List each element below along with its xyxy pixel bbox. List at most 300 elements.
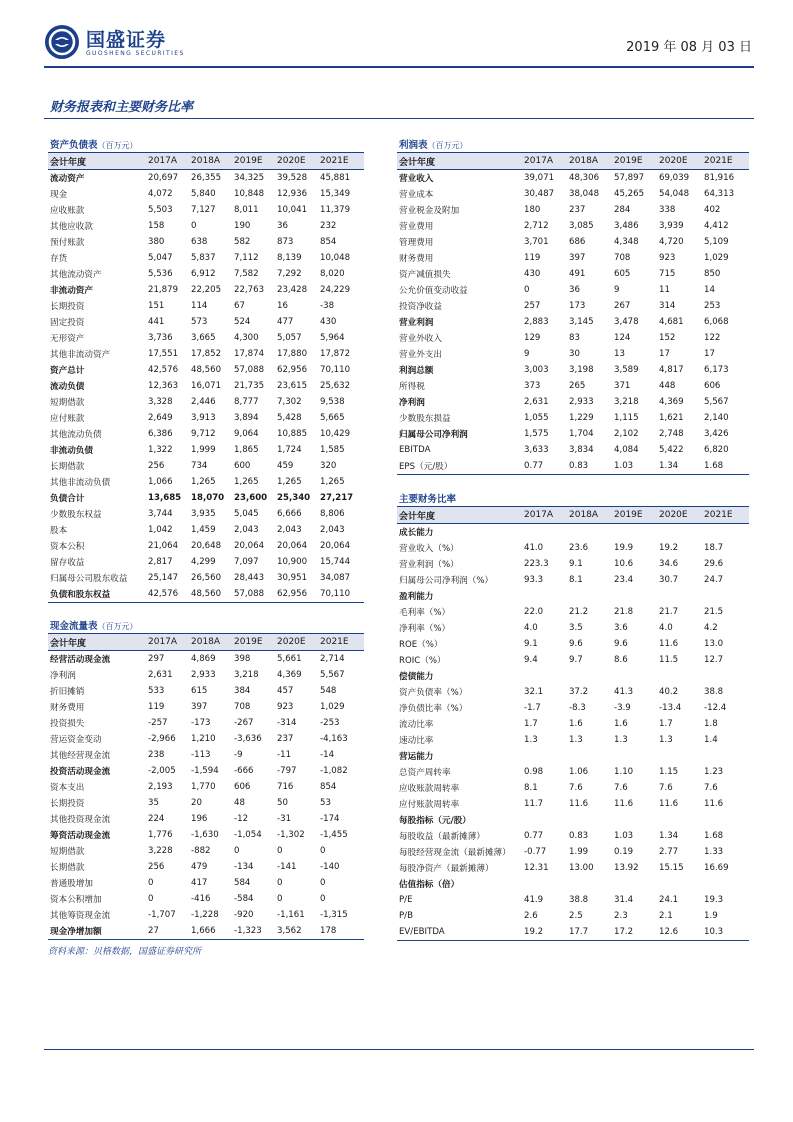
- row-value: 3,218: [234, 670, 259, 680]
- row-value: 708: [234, 702, 251, 712]
- row-value: 237: [569, 205, 586, 215]
- row-value: 3,426: [704, 429, 729, 439]
- row-value: 548: [320, 686, 337, 696]
- row-value: [569, 812, 614, 828]
- row-value: -253: [320, 718, 340, 728]
- row-value: 24.7: [704, 575, 724, 585]
- row-value: 83: [569, 333, 580, 343]
- row-value: 21.8: [614, 607, 634, 617]
- table-row: [48, 362, 364, 378]
- row-value: 122: [704, 333, 721, 343]
- row-value: 232: [320, 221, 337, 231]
- row-value: 314: [659, 301, 676, 311]
- row-value: 3,665: [191, 333, 216, 343]
- row-value: 253: [704, 301, 721, 311]
- row-value: 1,575: [524, 429, 549, 439]
- table-row: [48, 795, 364, 811]
- row-value: 38.8: [569, 895, 589, 905]
- table-title-text: 现金流量表: [50, 621, 98, 632]
- row-value: -1,707: [148, 910, 176, 920]
- row-label: 资本支出: [50, 783, 85, 793]
- row-value: 5,567: [704, 397, 729, 407]
- row-value: 1.3: [569, 735, 583, 745]
- row-value: [614, 524, 659, 541]
- table-unit: （百万元）: [97, 622, 138, 631]
- row-label: 营业利润（%）: [399, 560, 459, 570]
- row-value: 7.6: [659, 783, 673, 793]
- row-value: 8.6: [614, 655, 628, 665]
- row-value: [659, 668, 704, 684]
- column-header: 2017A: [524, 153, 569, 170]
- row-value: -3.9: [614, 703, 631, 713]
- row-value: 1.7: [659, 719, 673, 729]
- row-value: [524, 876, 569, 892]
- row-value: 11.5: [659, 655, 679, 665]
- row-value: 4,072: [148, 189, 173, 199]
- row-value: 10,885: [277, 429, 308, 439]
- column-header-row: [48, 153, 364, 170]
- row-value: 0: [320, 878, 326, 888]
- row-value: 11.6: [659, 639, 679, 649]
- row-value: 36: [277, 221, 288, 231]
- row-value: 417: [191, 878, 208, 888]
- row-label: 短期借款: [50, 398, 85, 408]
- row-label: 其他经营现金流: [50, 751, 111, 761]
- row-value: -12.4: [704, 703, 727, 713]
- row-value: 10.6: [614, 559, 634, 569]
- row-value: -174: [320, 814, 340, 824]
- row-value: 2.5: [569, 911, 583, 921]
- row-value: 1.15: [659, 767, 679, 777]
- table-row: [48, 843, 364, 859]
- row-value: 62,956: [277, 365, 308, 375]
- row-label: 净负债比率（%）: [399, 704, 468, 714]
- row-value: 64,313: [704, 189, 735, 199]
- row-label: 短期借款: [50, 847, 85, 857]
- row-value: 2,714: [320, 654, 345, 664]
- column-header: 2017A: [148, 634, 191, 651]
- row-value: 1,265: [234, 477, 259, 487]
- table-row: [48, 747, 364, 763]
- row-value: 1,029: [704, 253, 729, 263]
- row-value: 1.03: [614, 458, 659, 475]
- row-value: 0: [148, 894, 154, 904]
- row-value: 380: [148, 237, 165, 247]
- column-header: 2020E: [659, 507, 704, 524]
- row-label: 归属母公司净利润: [399, 430, 468, 440]
- row-value: 8,020: [320, 269, 345, 279]
- row-value: 45,265: [614, 189, 645, 199]
- row-label: 净利润: [50, 671, 76, 681]
- report-date: 2019 年 08 月 03 日: [626, 40, 752, 55]
- table-row: [397, 282, 749, 298]
- column-header: 2020E: [277, 634, 320, 651]
- row-value: [614, 668, 659, 684]
- row-value: 3,744: [148, 509, 173, 519]
- row-value: 2,043: [234, 525, 259, 535]
- row-value: -1,323: [234, 923, 277, 940]
- row-value: 119: [148, 702, 165, 712]
- row-value: 22,763: [234, 285, 265, 295]
- row-value: 1,322: [148, 445, 173, 455]
- row-value: 26,355: [191, 173, 222, 183]
- row-label: 无形资产: [50, 334, 85, 344]
- row-value: 9,064: [234, 429, 259, 439]
- row-label: 营业税金及附加: [399, 206, 460, 216]
- row-value: 9.1: [524, 639, 538, 649]
- row-label: 应收账款: [50, 206, 85, 216]
- row-value: 62,956: [277, 586, 320, 603]
- table-row: [397, 764, 749, 780]
- row-value: 13.0: [704, 639, 724, 649]
- row-value: -9: [234, 750, 243, 760]
- row-value: 584: [234, 878, 251, 888]
- row-value: 2,649: [148, 413, 173, 423]
- row-value: 10,429: [320, 429, 351, 439]
- row-value: 3,589: [614, 365, 639, 375]
- table-row: [48, 426, 364, 442]
- row-value: 638: [191, 237, 208, 247]
- row-value: 6,068: [704, 317, 729, 327]
- row-value: 1,115: [614, 413, 639, 423]
- row-value: -3,636: [234, 734, 262, 744]
- row-value: 1.8: [704, 719, 718, 729]
- table-title-text: 资产负债表: [50, 140, 98, 151]
- row-value: 10,900: [277, 557, 308, 567]
- row-label: 其他筹资现金流: [50, 911, 111, 921]
- row-value: 38,048: [569, 189, 600, 199]
- row-value: 22.0: [524, 607, 544, 617]
- row-label: 其他流动资产: [50, 270, 102, 280]
- row-value: 8.1: [569, 575, 583, 585]
- row-value: -1.7: [524, 703, 541, 713]
- row-value: 2,631: [524, 397, 549, 407]
- row-value: [614, 812, 659, 828]
- row-value: 4.0: [524, 623, 538, 633]
- row-value: 30.7: [659, 575, 679, 585]
- row-value: -13.4: [659, 703, 682, 713]
- row-label: 营业外收入: [399, 334, 442, 344]
- row-value: 10,048: [320, 253, 351, 263]
- row-value: 20: [191, 798, 202, 808]
- table-row: [48, 394, 364, 410]
- table-row: [397, 828, 749, 844]
- row-value: 1,770: [191, 782, 216, 792]
- row-value: 398: [234, 654, 251, 664]
- row-value: 1,459: [191, 525, 216, 535]
- row-value: 17: [659, 349, 670, 359]
- row-value: 4.2: [704, 623, 718, 633]
- row-label: 其他流动负债: [50, 430, 102, 440]
- row-value: -2,966: [148, 734, 176, 744]
- row-value: 371: [614, 381, 631, 391]
- row-value: 13.00: [569, 863, 594, 873]
- row-value: 19.2: [524, 924, 569, 941]
- row-value: 5,661: [277, 654, 302, 664]
- row-value: -267: [234, 718, 254, 728]
- row-value: 5,045: [234, 509, 259, 519]
- row-value: 29.6: [704, 559, 724, 569]
- row-value: -2,005: [148, 766, 176, 776]
- row-value: [569, 588, 614, 604]
- row-value: 1.23: [704, 767, 724, 777]
- row-label: 流动比率: [399, 720, 434, 730]
- row-value: 41.9: [524, 895, 544, 905]
- row-label: 预付账款: [50, 238, 85, 248]
- row-label: 其他应收款: [50, 222, 93, 232]
- table-row: [397, 266, 749, 282]
- row-value: 37.2: [569, 687, 589, 697]
- row-value: 3.6: [614, 623, 628, 633]
- row-value: 35: [148, 798, 159, 808]
- row-value: 6,912: [191, 269, 216, 279]
- table-row: [48, 282, 364, 298]
- row-value: -1,054: [234, 830, 262, 840]
- table-row: [397, 684, 749, 700]
- table-row: [48, 506, 364, 522]
- row-value: 190: [234, 221, 251, 231]
- row-value: 606: [234, 782, 251, 792]
- footer-divider: [44, 1049, 754, 1050]
- table-row: [397, 330, 749, 346]
- row-value: 1.7: [524, 719, 538, 729]
- column-header: 2021E: [320, 153, 364, 170]
- row-value: 25,147: [148, 573, 179, 583]
- row-value: 1.9: [704, 911, 718, 921]
- row-value: [659, 876, 704, 892]
- row-value: 32.1: [524, 687, 544, 697]
- table-row: [48, 586, 364, 603]
- table-row: [48, 474, 364, 490]
- row-value: 3,218: [614, 397, 639, 407]
- row-label: 流动负债: [50, 382, 85, 392]
- row-value: 1.34: [659, 458, 704, 475]
- column-header: 2019E: [234, 153, 277, 170]
- row-label: 其他投资现金流: [50, 815, 111, 825]
- row-value: 256: [148, 862, 165, 872]
- column-header: 2018A: [191, 153, 234, 170]
- row-value: -1,455: [320, 830, 348, 840]
- row-value: 430: [524, 269, 541, 279]
- table-row: [397, 572, 749, 588]
- table-row: [397, 346, 749, 362]
- row-value: 1.3: [659, 735, 673, 745]
- row-label: P/B: [399, 911, 413, 921]
- income-statement-table: [397, 136, 749, 475]
- row-value: 430: [320, 317, 337, 327]
- row-value: 70,110: [320, 365, 351, 375]
- row-label: 股本: [50, 526, 68, 536]
- row-value: -1,228: [191, 910, 219, 920]
- row-value: 70,110: [320, 586, 364, 603]
- row-value: 0: [277, 878, 283, 888]
- row-value: 1,666: [191, 923, 234, 940]
- row-value: 3,834: [569, 445, 594, 455]
- row-value: 21,879: [148, 285, 179, 295]
- row-value: 6,820: [704, 445, 729, 455]
- row-label: 留存收益: [50, 558, 85, 568]
- row-value: 30,487: [524, 189, 555, 199]
- row-value: 2,933: [191, 670, 216, 680]
- row-value: 0: [148, 878, 154, 888]
- row-value: 0: [320, 846, 326, 856]
- row-value: 7,127: [191, 205, 216, 215]
- row-value: 615: [191, 686, 208, 696]
- table-row: [397, 250, 749, 266]
- table-row: [397, 796, 749, 812]
- table-title-row: [397, 490, 749, 507]
- column-header: 2018A: [569, 507, 614, 524]
- row-value: 3,486: [614, 221, 639, 231]
- row-label: 非流动资产: [50, 286, 93, 296]
- row-label: 长期借款: [50, 863, 85, 873]
- table-row: [397, 892, 749, 908]
- row-value: 7.6: [704, 783, 718, 793]
- row-value: 50: [277, 798, 288, 808]
- row-label: 应付账款周转率: [399, 800, 460, 810]
- row-label: 营运能力: [399, 752, 434, 762]
- row-value: 20,064: [234, 541, 265, 551]
- table-row: [397, 362, 749, 378]
- row-value: 8,806: [320, 509, 345, 519]
- company-name-en: GUOSHENG SECURITIES: [86, 50, 185, 57]
- row-value: 21,735: [234, 381, 265, 391]
- row-value: 53: [320, 798, 331, 808]
- table-row: [397, 540, 749, 556]
- row-value: 7.6: [569, 783, 583, 793]
- row-label: 流动资产: [50, 174, 85, 184]
- row-label: 资本公积增加: [50, 895, 102, 905]
- row-value: 9.4: [524, 655, 538, 665]
- row-value: 9: [524, 349, 530, 359]
- row-value: 7,097: [234, 557, 259, 567]
- row-value: [704, 588, 749, 604]
- row-value: 124: [614, 333, 631, 343]
- row-value: 20,064: [277, 541, 308, 551]
- row-value: 256: [148, 461, 165, 471]
- cash-flow-table: [48, 617, 364, 940]
- row-value: 9.7: [569, 655, 583, 665]
- row-value: 158: [148, 221, 165, 231]
- row-value: 41.0: [524, 543, 544, 553]
- row-label: 少数股东权益: [50, 510, 102, 520]
- row-value: 1.68: [704, 831, 724, 841]
- table-row: [48, 442, 364, 458]
- row-label: 长期投资: [50, 799, 85, 809]
- row-label: 财务费用: [50, 703, 85, 713]
- row-value: 2,712: [524, 221, 549, 231]
- row-value: -1,161: [277, 910, 305, 920]
- company-logo-icon: [44, 24, 80, 60]
- column-header: 2017A: [148, 153, 191, 170]
- row-value: -8.3: [569, 703, 586, 713]
- table-row: [48, 202, 364, 218]
- row-label: 资产负债率（%）: [399, 688, 468, 698]
- row-value: 1.4: [704, 735, 718, 745]
- table-row: [48, 186, 364, 202]
- row-value: 2.1: [659, 911, 673, 921]
- row-label: 管理费用: [399, 238, 434, 248]
- column-header: 2017A: [524, 507, 569, 524]
- row-value: [569, 748, 614, 764]
- row-value: 13.92: [614, 863, 639, 873]
- row-value: 4,369: [659, 397, 684, 407]
- row-label: 净利率（%）: [399, 624, 451, 634]
- table-row: [397, 700, 749, 716]
- row-value: 1,776: [148, 830, 173, 840]
- table-row: [48, 378, 364, 394]
- row-value: 178: [320, 923, 364, 940]
- row-value: 27: [148, 923, 191, 940]
- row-value: 1.10: [614, 767, 634, 777]
- row-label: 归属母公司股东收益: [50, 574, 128, 584]
- row-value: 257: [524, 301, 541, 311]
- row-value: [659, 588, 704, 604]
- table-row: [48, 875, 364, 891]
- table-row: [48, 250, 364, 266]
- row-value: 2,043: [320, 525, 345, 535]
- row-label: 每股指标（元/股）: [399, 816, 471, 826]
- row-value: 3,478: [614, 317, 639, 327]
- row-value: 1,704: [569, 429, 594, 439]
- row-value: 38.8: [704, 687, 724, 697]
- row-value: 2.6: [524, 911, 538, 921]
- row-value: -416: [191, 894, 211, 904]
- row-value: 5,503: [148, 205, 173, 215]
- row-value: 457: [277, 686, 294, 696]
- row-value: [704, 748, 749, 764]
- row-value: 11.6: [569, 799, 589, 809]
- row-value: 524: [234, 317, 251, 327]
- row-value: 12.31: [524, 863, 549, 873]
- row-label: P/E: [399, 895, 413, 905]
- row-label: 现金: [50, 190, 68, 200]
- table-row: [397, 202, 749, 218]
- row-label: 负债合计: [50, 494, 85, 504]
- row-value: 12,936: [277, 189, 308, 199]
- row-value: 9,712: [191, 429, 216, 439]
- row-label: 存货: [50, 254, 68, 264]
- row-value: 19.3: [704, 895, 724, 905]
- row-value: 2,883: [524, 317, 549, 327]
- table-row: [397, 170, 749, 187]
- row-label: 固定投资: [50, 318, 85, 328]
- row-value: 17.2: [614, 924, 659, 941]
- row-label: 财务费用: [399, 254, 434, 264]
- row-value: 9.6: [569, 639, 583, 649]
- row-value: 11.6: [614, 799, 634, 809]
- row-value: 1,029: [320, 702, 345, 712]
- row-label: 长期投资: [50, 302, 85, 312]
- row-value: -257: [148, 718, 168, 728]
- table-row: [48, 458, 364, 474]
- row-value: 373: [524, 381, 541, 391]
- row-label: 应付账款: [50, 414, 85, 424]
- table-row: [397, 860, 749, 876]
- row-value: 479: [191, 862, 208, 872]
- row-value: 25,340: [277, 493, 311, 503]
- table-row: [48, 330, 364, 346]
- row-label: 营业利润: [399, 318, 434, 328]
- row-value: 1,865: [234, 445, 259, 455]
- row-value: 20,697: [148, 173, 179, 183]
- row-label: 资产减值损失: [399, 270, 451, 280]
- row-label: 普通股增加: [50, 879, 93, 889]
- row-value: 42,576: [148, 586, 191, 603]
- table-row: [397, 636, 749, 652]
- row-value: 45,881: [320, 173, 351, 183]
- row-value: 0: [277, 846, 283, 856]
